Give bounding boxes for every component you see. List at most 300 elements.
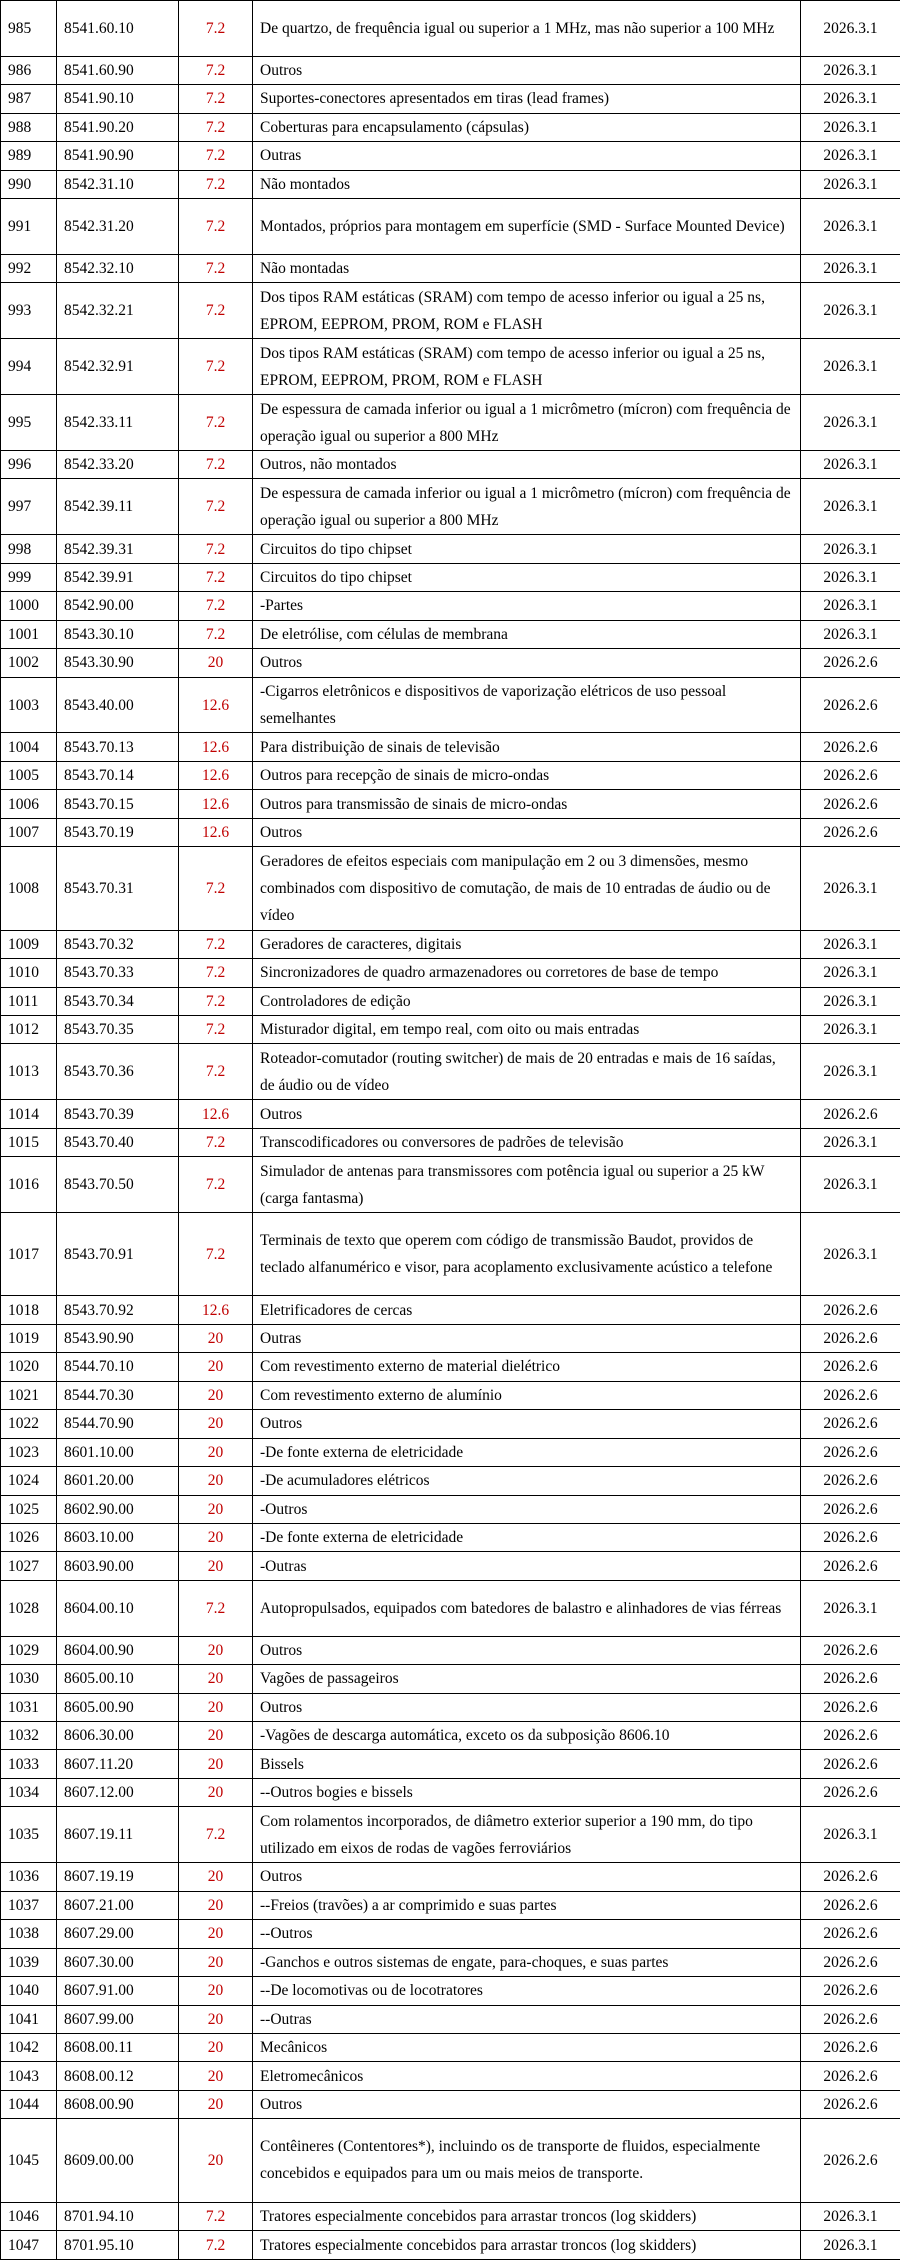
effective-date-cell: 2026.3.1 [801, 2202, 900, 2230]
item-number-cell: 1014 [1, 1100, 57, 1128]
effective-date-cell: 2026.3.1 [801, 1128, 900, 1156]
description-cell: Montados, próprios para montagem em superfície (SMD - Surface Mounted Device) [253, 199, 801, 255]
table-row [1, 563, 900, 591]
tax-rate-cell: 7.2 [179, 1015, 253, 1043]
effective-date-cell: 2026.2.6 [801, 733, 900, 761]
ncm-code-cell: 8543.70.91 [57, 1213, 179, 1296]
tax-rate-cell: 20 [179, 1722, 253, 1750]
description-cell: Coberturas para encapsulamento (cápsulas) [253, 113, 801, 141]
item-number-cell: 1003 [1, 677, 57, 733]
item-number-cell: 1026 [1, 1523, 57, 1551]
ncm-code-cell: 8544.70.10 [57, 1353, 179, 1381]
table-row [1, 1891, 900, 1919]
item-number-cell: 1000 [1, 592, 57, 620]
item-number-cell: 1019 [1, 1324, 57, 1352]
effective-date-cell: 2026.2.6 [801, 790, 900, 818]
effective-date-cell: 2026.2.6 [801, 677, 900, 733]
tax-rate-cell: 7.2 [179, 987, 253, 1015]
table-row [1, 1, 900, 57]
ncm-code-cell: 8542.39.31 [57, 535, 179, 563]
description-cell: Suportes-conectores apresentados em tiras (lead frames) [253, 85, 801, 113]
ncm-code-cell: 8543.70.33 [57, 959, 179, 987]
table-row [1, 959, 900, 987]
description-cell: Outros [253, 1636, 801, 1664]
ncm-code-cell: 8542.33.11 [57, 395, 179, 451]
effective-date-cell: 2026.2.6 [801, 1948, 900, 1976]
item-number-cell: 999 [1, 563, 57, 591]
item-number-cell: 992 [1, 254, 57, 282]
effective-date-cell: 2026.3.1 [801, 283, 900, 339]
effective-date-cell: 2026.3.1 [801, 254, 900, 282]
table-row [1, 479, 900, 535]
item-number-cell: 1006 [1, 790, 57, 818]
item-number-cell: 1010 [1, 959, 57, 987]
effective-date-cell: 2026.2.6 [801, 1100, 900, 1128]
description-cell: Outros [253, 56, 801, 84]
effective-date-cell: 2026.3.1 [801, 1157, 900, 1213]
table-row [1, 649, 900, 677]
effective-date-cell: 2026.2.6 [801, 1381, 900, 1409]
table-row [1, 1807, 900, 1863]
description-cell: Outras [253, 142, 801, 170]
description-cell: --Outras [253, 2005, 801, 2033]
tax-rate-cell: 20 [179, 1891, 253, 1919]
effective-date-cell: 2026.2.6 [801, 2090, 900, 2118]
tax-rate-cell: 20 [179, 2005, 253, 2033]
description-cell: Outros [253, 818, 801, 846]
ncm-code-cell: 8541.60.10 [57, 1, 179, 57]
description-cell: -Cigarros eletrônicos e dispositivos de vaporização elétricos de uso pessoal semelhantes [253, 677, 801, 733]
item-number-cell: 1013 [1, 1044, 57, 1100]
item-number-cell: 1021 [1, 1381, 57, 1409]
ncm-code-cell: 8544.70.90 [57, 1410, 179, 1438]
ncm-code-cell: 8609.00.00 [57, 2119, 179, 2202]
ncm-code-cell: 8543.70.31 [57, 847, 179, 930]
item-number-cell: 1046 [1, 2202, 57, 2230]
effective-date-cell: 2026.3.1 [801, 450, 900, 478]
effective-date-cell: 2026.2.6 [801, 2119, 900, 2202]
table-row [1, 847, 900, 930]
item-number-cell: 996 [1, 450, 57, 478]
effective-date-cell: 2026.2.6 [801, 1552, 900, 1580]
description-cell: -Partes [253, 592, 801, 620]
table-row [1, 761, 900, 789]
effective-date-cell: 2026.2.6 [801, 1891, 900, 1919]
ncm-code-cell: 8542.39.11 [57, 479, 179, 535]
item-number-cell: 998 [1, 535, 57, 563]
item-number-cell: 986 [1, 56, 57, 84]
description-cell: Outras [253, 1324, 801, 1352]
description-cell: Outros [253, 2090, 801, 2118]
tax-rate-cell: 12.6 [179, 1296, 253, 1324]
table-row [1, 2202, 900, 2230]
table-row [1, 1778, 900, 1806]
table-row [1, 1157, 900, 1213]
description-cell: Outros [253, 649, 801, 677]
description-cell: Para distribuição de sinais de televisão [253, 733, 801, 761]
description-cell: -Vagões de descarga automática, exceto os da subposição 8606.10 [253, 1722, 801, 1750]
table-row [1, 790, 900, 818]
table-row [1, 1948, 900, 1976]
tax-rate-cell: 20 [179, 1495, 253, 1523]
item-number-cell: 1024 [1, 1467, 57, 1495]
item-number-cell: 1038 [1, 1920, 57, 1948]
effective-date-cell: 2026.2.6 [801, 1778, 900, 1806]
item-number-cell: 1031 [1, 1693, 57, 1721]
tax-rate-cell: 7.2 [179, 847, 253, 930]
tax-rate-cell: 12.6 [179, 677, 253, 733]
description-cell: Transcodificadores ou conversores de padrões de televisão [253, 1128, 801, 1156]
table-row [1, 987, 900, 1015]
ncm-code-cell: 8608.00.90 [57, 2090, 179, 2118]
table-row [1, 199, 900, 255]
table-row [1, 1213, 900, 1296]
tax-rate-cell: 7.2 [179, 283, 253, 339]
ncm-code-cell: 8541.90.20 [57, 113, 179, 141]
item-number-cell: 1041 [1, 2005, 57, 2033]
tax-rate-cell: 7.2 [179, 479, 253, 535]
table-row [1, 1044, 900, 1100]
description-cell: Não montados [253, 170, 801, 198]
ncm-code-cell: 8607.21.00 [57, 1891, 179, 1919]
item-number-cell: 988 [1, 113, 57, 141]
tax-rate-cell: 7.2 [179, 450, 253, 478]
description-cell: Eletromecânicos [253, 2062, 801, 2090]
tax-rate-cell: 20 [179, 2090, 253, 2118]
effective-date-cell: 2026.2.6 [801, 2005, 900, 2033]
ncm-code-cell: 8542.31.20 [57, 199, 179, 255]
effective-date-cell: 2026.2.6 [801, 818, 900, 846]
item-number-cell: 1027 [1, 1552, 57, 1580]
effective-date-cell: 2026.3.1 [801, 1, 900, 57]
table-row [1, 733, 900, 761]
description-cell: Com revestimento externo de material dielétrico [253, 1353, 801, 1381]
effective-date-cell: 2026.2.6 [801, 1750, 900, 1778]
effective-date-cell: 2026.3.1 [801, 2231, 900, 2260]
ncm-code-cell: 8607.12.00 [57, 1778, 179, 1806]
tax-rate-cell: 20 [179, 649, 253, 677]
tax-rate-cell: 7.2 [179, 199, 253, 255]
ncm-code-cell: 8543.70.35 [57, 1015, 179, 1043]
item-number-cell: 1012 [1, 1015, 57, 1043]
item-number-cell: 1042 [1, 2033, 57, 2061]
item-number-cell: 1044 [1, 2090, 57, 2118]
table-row [1, 1750, 900, 1778]
table-row [1, 2005, 900, 2033]
ncm-code-cell: 8542.32.10 [57, 254, 179, 282]
effective-date-cell: 2026.3.1 [801, 1807, 900, 1863]
description-cell: Dos tipos RAM estáticas (SRAM) com tempo de acesso inferior ou igual a 25 ns, EPROM, EEPROM, PROM, ROM e FLASH [253, 339, 801, 395]
item-number-cell: 1017 [1, 1213, 57, 1296]
ncm-code-cell: 8606.30.00 [57, 1722, 179, 1750]
table-row [1, 1438, 900, 1466]
description-cell: -De fonte externa de eletricidade [253, 1523, 801, 1551]
effective-date-cell: 2026.2.6 [801, 1410, 900, 1438]
table-row [1, 170, 900, 198]
item-number-cell: 990 [1, 170, 57, 198]
description-cell: Tratores especialmente concebidos para arrastar troncos (log skidders) [253, 2231, 801, 2260]
tax-rate-cell: 7.2 [179, 170, 253, 198]
item-number-cell: 1002 [1, 649, 57, 677]
table-row [1, 1523, 900, 1551]
table-row [1, 1552, 900, 1580]
description-cell: Eletrificadores de cercas [253, 1296, 801, 1324]
ncm-code-cell: 8542.39.91 [57, 563, 179, 591]
description-cell: --Freios (travões) a ar comprimido e suas partes [253, 1891, 801, 1919]
table-row [1, 1467, 900, 1495]
table-row [1, 1863, 900, 1891]
tax-rate-cell: 20 [179, 1863, 253, 1891]
ncm-code-cell: 8607.30.00 [57, 1948, 179, 1976]
ncm-code-cell: 8608.00.11 [57, 2033, 179, 2061]
description-cell: Outros, não montados [253, 450, 801, 478]
item-number-cell: 1011 [1, 987, 57, 1015]
tax-rate-cell: 7.2 [179, 1580, 253, 1636]
tax-rate-cell: 20 [179, 1778, 253, 1806]
ncm-code-cell: 8543.40.00 [57, 677, 179, 733]
description-cell: Dos tipos RAM estáticas (SRAM) com tempo de acesso inferior ou igual a 25 ns, EPROM, EEPROM, PROM, ROM e FLASH [253, 283, 801, 339]
tax-rate-cell: 20 [179, 1324, 253, 1352]
description-cell: Controladores de edição [253, 987, 801, 1015]
item-number-cell: 1020 [1, 1353, 57, 1381]
item-number-cell: 1040 [1, 1977, 57, 2005]
table-row [1, 1296, 900, 1324]
description-cell: Misturador digital, em tempo real, com oito ou mais entradas [253, 1015, 801, 1043]
tax-rate-cell: 20 [179, 1552, 253, 1580]
description-cell: Não montadas [253, 254, 801, 282]
description-cell: Outros [253, 1863, 801, 1891]
table-row [1, 1381, 900, 1409]
table-row [1, 1920, 900, 1948]
item-number-cell: 1022 [1, 1410, 57, 1438]
ncm-code-cell: 8701.95.10 [57, 2231, 179, 2260]
description-cell: -De fonte externa de eletricidade [253, 1438, 801, 1466]
effective-date-cell: 2026.3.1 [801, 563, 900, 591]
description-cell: Com revestimento externo de alumínio [253, 1381, 801, 1409]
effective-date-cell: 2026.2.6 [801, 1920, 900, 1948]
tax-rate-cell: 20 [179, 1750, 253, 1778]
effective-date-cell: 2026.3.1 [801, 395, 900, 451]
ncm-code-cell: 8542.33.20 [57, 450, 179, 478]
tax-rate-cell: 20 [179, 2033, 253, 2061]
tax-rate-cell: 20 [179, 2062, 253, 2090]
effective-date-cell: 2026.3.1 [801, 592, 900, 620]
tax-rate-cell: 7.2 [179, 620, 253, 648]
tax-rate-cell: 20 [179, 1693, 253, 1721]
tax-rate-cell: 20 [179, 1920, 253, 1948]
description-cell: Outros [253, 1100, 801, 1128]
tax-rate-cell: 7.2 [179, 85, 253, 113]
tax-rate-cell: 12.6 [179, 1100, 253, 1128]
table-row [1, 2231, 900, 2260]
table-row [1, 113, 900, 141]
item-number-cell: 1033 [1, 1750, 57, 1778]
ncm-code-cell: 8543.70.32 [57, 930, 179, 958]
ncm-code-cell: 8601.10.00 [57, 1438, 179, 1466]
table-row [1, 818, 900, 846]
table-row [1, 1100, 900, 1128]
ncm-code-cell: 8543.30.10 [57, 620, 179, 648]
item-number-cell: 1016 [1, 1157, 57, 1213]
table-row [1, 1495, 900, 1523]
description-cell: Contêineres (Contentores*), incluindo os de transporte de fluidos, especialmente concebidos e equipados para um ou mais meios de transporte. [253, 2119, 801, 2202]
effective-date-cell: 2026.2.6 [801, 1296, 900, 1324]
item-number-cell: 994 [1, 339, 57, 395]
ncm-code-cell: 8607.99.00 [57, 2005, 179, 2033]
tax-rate-cell: 7.2 [179, 1213, 253, 1296]
tax-rate-cell: 7.2 [179, 535, 253, 563]
tax-rate-cell: 7.2 [179, 1128, 253, 1156]
description-cell: Outros [253, 1410, 801, 1438]
ncm-code-cell: 8608.00.12 [57, 2062, 179, 2090]
description-cell: Geradores de efeitos especiais com manipulação em 2 ou 3 dimensões, mesmo combinados com dispositivo de comutação, de mais de 10 entradas de áudio ou de vídeo [253, 847, 801, 930]
tax-rate-cell: 12.6 [179, 818, 253, 846]
ncm-code-cell: 8543.70.36 [57, 1044, 179, 1100]
description-cell: Simulador de antenas para transmissores com potência igual ou superior a 25 kW (carga fantasma) [253, 1157, 801, 1213]
table-row [1, 1324, 900, 1352]
ncm-code-cell: 8607.11.20 [57, 1750, 179, 1778]
item-number-cell: 987 [1, 85, 57, 113]
item-number-cell: 1039 [1, 1948, 57, 1976]
ncm-code-cell: 8542.32.91 [57, 339, 179, 395]
item-number-cell: 993 [1, 283, 57, 339]
item-number-cell: 1008 [1, 847, 57, 930]
ncm-code-cell: 8604.00.90 [57, 1636, 179, 1664]
tax-rate-cell: 20 [179, 1438, 253, 1466]
ncm-code-cell: 8603.10.00 [57, 1523, 179, 1551]
effective-date-cell: 2026.3.1 [801, 339, 900, 395]
table-row [1, 1636, 900, 1664]
effective-date-cell: 2026.3.1 [801, 620, 900, 648]
ncm-code-cell: 8604.00.10 [57, 1580, 179, 1636]
effective-date-cell: 2026.3.1 [801, 987, 900, 1015]
tax-rate-cell: 12.6 [179, 761, 253, 789]
effective-date-cell: 2026.3.1 [801, 479, 900, 535]
ncm-code-cell: 8602.90.00 [57, 1495, 179, 1523]
effective-date-cell: 2026.2.6 [801, 1636, 900, 1664]
description-cell: De espessura de camada inferior ou igual a 1 micrômetro (mícron) com frequência de operação igual ou superior a 800 MHz [253, 395, 801, 451]
description-cell: -Ganchos e outros sistemas de engate, para-choques, e suas partes [253, 1948, 801, 1976]
effective-date-cell: 2026.2.6 [801, 1693, 900, 1721]
item-number-cell: 1025 [1, 1495, 57, 1523]
item-number-cell: 1001 [1, 620, 57, 648]
ncm-code-cell: 8701.94.10 [57, 2202, 179, 2230]
effective-date-cell: 2026.3.1 [801, 1015, 900, 1043]
table-row [1, 2090, 900, 2118]
description-cell: Geradores de caracteres, digitais [253, 930, 801, 958]
description-cell: --De locomotivas ou de locotratores [253, 1977, 801, 2005]
tax-rate-cell: 7.2 [179, 113, 253, 141]
description-cell: Outros [253, 1693, 801, 1721]
description-cell: Mecânicos [253, 2033, 801, 2061]
item-number-cell: 1029 [1, 1636, 57, 1664]
ncm-code-cell: 8607.29.00 [57, 1920, 179, 1948]
effective-date-cell: 2026.3.1 [801, 1044, 900, 1100]
effective-date-cell: 2026.3.1 [801, 930, 900, 958]
item-number-cell: 1028 [1, 1580, 57, 1636]
tax-rate-cell: 12.6 [179, 790, 253, 818]
table-row [1, 1015, 900, 1043]
effective-date-cell: 2026.3.1 [801, 1213, 900, 1296]
ncm-code-cell: 8607.91.00 [57, 1977, 179, 2005]
description-cell: Terminais de texto que operem com código de transmissão Baudot, providos de teclado alfanumérico e visor, para acoplamento exclusivamente acústico a telefone [253, 1213, 801, 1296]
tax-rate-cell: 7.2 [179, 930, 253, 958]
tax-rate-cell: 7.2 [179, 1807, 253, 1863]
effective-date-cell: 2026.2.6 [801, 1495, 900, 1523]
table-row [1, 535, 900, 563]
table-row [1, 142, 900, 170]
description-cell: Circuitos do tipo chipset [253, 535, 801, 563]
tax-rate-cell: 20 [179, 1636, 253, 1664]
ncm-code-cell: 8541.90.90 [57, 142, 179, 170]
ncm-code-cell: 8543.70.34 [57, 987, 179, 1015]
effective-date-cell: 2026.2.6 [801, 1324, 900, 1352]
description-cell: Vagões de passageiros [253, 1665, 801, 1693]
effective-date-cell: 2026.2.6 [801, 1863, 900, 1891]
description-cell: De eletrólise, com células de membrana [253, 620, 801, 648]
tax-rate-cell: 7.2 [179, 56, 253, 84]
table-row [1, 56, 900, 84]
item-number-cell: 1034 [1, 1778, 57, 1806]
ncm-code-cell: 8607.19.11 [57, 1807, 179, 1863]
ncm-code-cell: 8543.70.40 [57, 1128, 179, 1156]
tax-rate-cell: 12.6 [179, 733, 253, 761]
tax-rate-cell: 20 [179, 2119, 253, 2202]
effective-date-cell: 2026.3.1 [801, 959, 900, 987]
ncm-code-cell: 8542.90.00 [57, 592, 179, 620]
tax-rate-cell: 7.2 [179, 254, 253, 282]
effective-date-cell: 2026.2.6 [801, 1438, 900, 1466]
table-row [1, 1353, 900, 1381]
effective-date-cell: 2026.2.6 [801, 2062, 900, 2090]
description-cell: -De acumuladores elétricos [253, 1467, 801, 1495]
tax-rate-cell: 7.2 [179, 2202, 253, 2230]
description-cell: Outros para recepção de sinais de micro-ondas [253, 761, 801, 789]
item-number-cell: 1043 [1, 2062, 57, 2090]
table-row [1, 2119, 900, 2202]
tax-rate-cell: 7.2 [179, 1, 253, 57]
description-cell: --Outros [253, 1920, 801, 1948]
item-number-cell: 1035 [1, 1807, 57, 1863]
item-number-cell: 989 [1, 142, 57, 170]
effective-date-cell: 2026.3.1 [801, 170, 900, 198]
ncm-code-cell: 8542.32.21 [57, 283, 179, 339]
effective-date-cell: 2026.3.1 [801, 535, 900, 563]
tax-rate-cell: 7.2 [179, 339, 253, 395]
effective-date-cell: 2026.3.1 [801, 85, 900, 113]
description-cell: -Outras [253, 1552, 801, 1580]
table-row [1, 1977, 900, 2005]
item-number-cell: 1030 [1, 1665, 57, 1693]
effective-date-cell: 2026.2.6 [801, 1665, 900, 1693]
item-number-cell: 1036 [1, 1863, 57, 1891]
item-number-cell: 1015 [1, 1128, 57, 1156]
effective-date-cell: 2026.3.1 [801, 142, 900, 170]
description-cell: -Outros [253, 1495, 801, 1523]
effective-date-cell: 2026.3.1 [801, 56, 900, 84]
description-cell: --Outros bogies e bissels [253, 1778, 801, 1806]
effective-date-cell: 2026.3.1 [801, 847, 900, 930]
effective-date-cell: 2026.2.6 [801, 1722, 900, 1750]
description-cell: Bissels [253, 1750, 801, 1778]
item-number-cell: 1004 [1, 733, 57, 761]
description-cell: Tratores especialmente concebidos para arrastar troncos (log skidders) [253, 2202, 801, 2230]
ncm-code-cell: 8603.90.00 [57, 1552, 179, 1580]
item-number-cell: 1037 [1, 1891, 57, 1919]
effective-date-cell: 2026.3.1 [801, 199, 900, 255]
description-cell: Sincronizadores de quadro armazenadores ou corretores de base de tempo [253, 959, 801, 987]
tariff-table-body [1, 1, 900, 2260]
